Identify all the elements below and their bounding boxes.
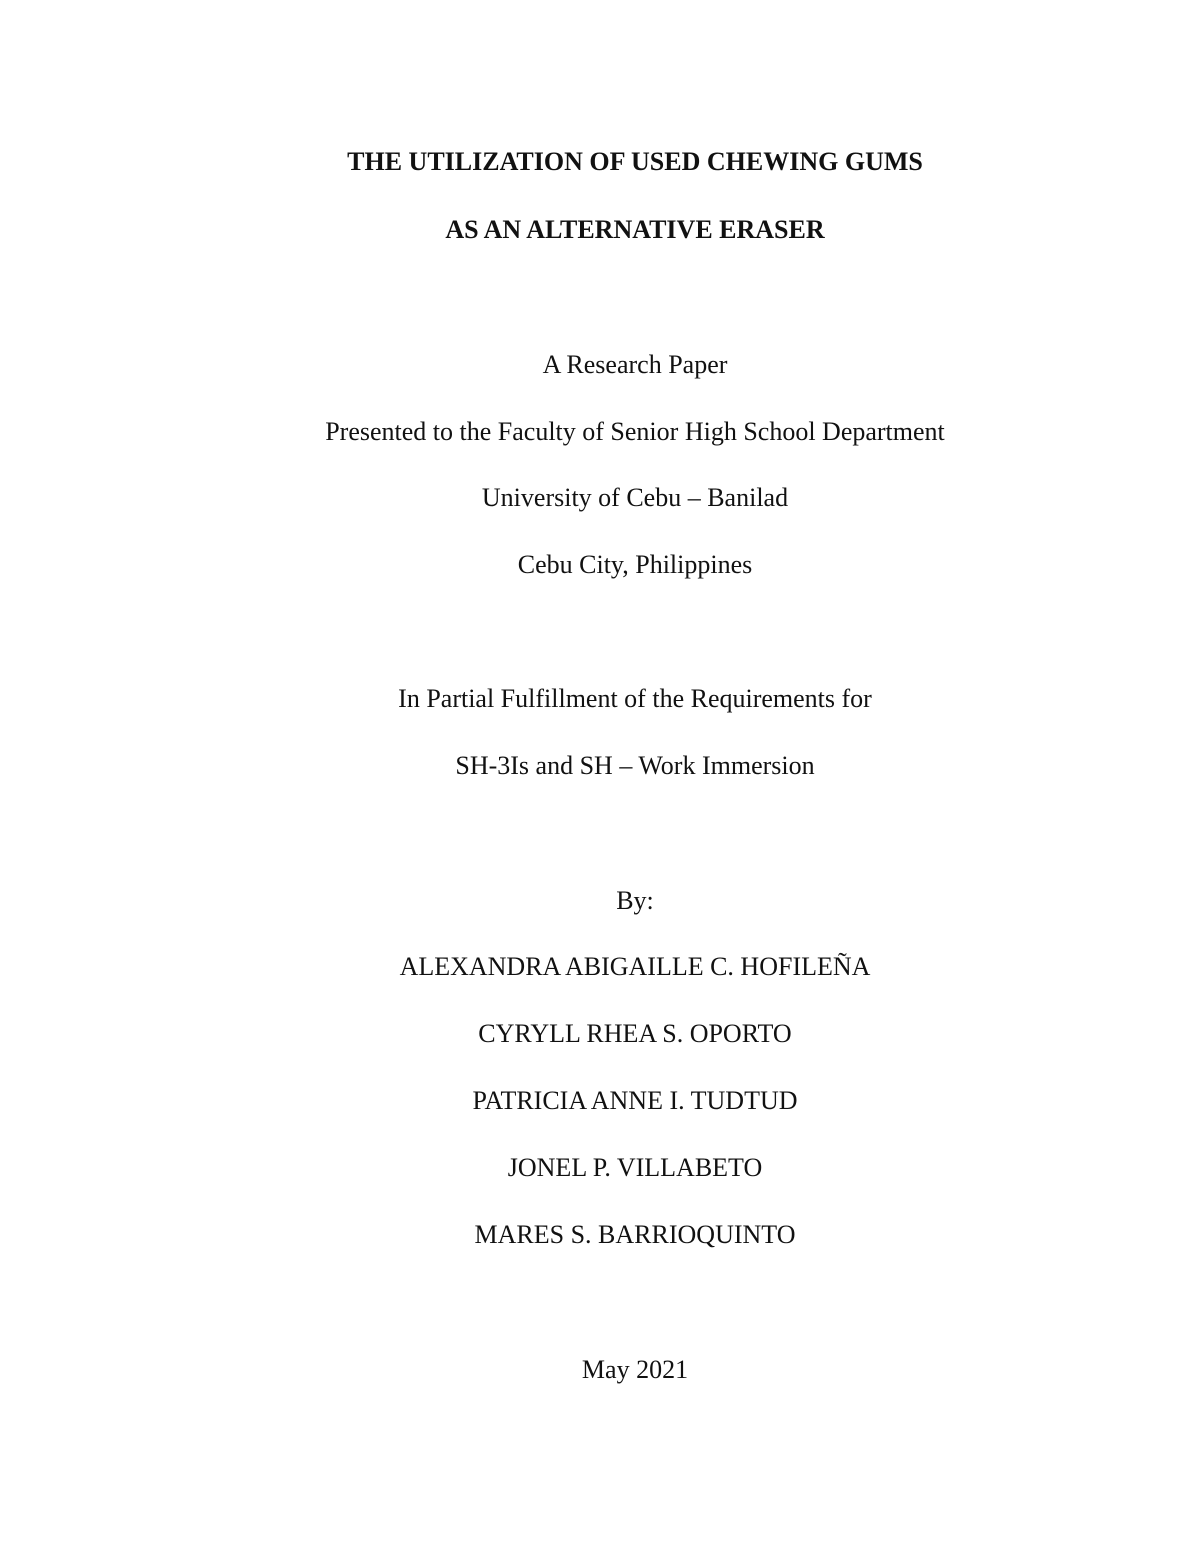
author-name: ALEXANDRA ABIGAILLE C. HOFILEÑA <box>399 952 871 981</box>
location: Cebu City, Philippines <box>517 550 753 579</box>
paper-title-line-1: THE UTILIZATION OF USED CHEWING GUMS <box>347 147 923 176</box>
fulfillment-line-1: In Partial Fulfillment of the Requirements for <box>398 684 872 713</box>
author-name: JONEL P. VILLABETO <box>507 1153 763 1182</box>
fulfillment-line-2: SH-3Is and SH – Work Immersion <box>455 751 815 780</box>
author-name: PATRICIA ANNE I. TUDTUD <box>472 1086 798 1115</box>
institution: University of Cebu – Banilad <box>481 483 789 512</box>
presented-to: Presented to the Faculty of Senior High School Department <box>325 417 945 446</box>
document-type: A Research Paper <box>542 350 728 379</box>
author-name: MARES S. BARRIOQUINTO <box>474 1220 796 1249</box>
date: May 2021 <box>581 1355 689 1384</box>
author-name: CYRYLL RHEA S. OPORTO <box>478 1019 792 1048</box>
by-label: By: <box>616 886 654 915</box>
paper-title-line-2: AS AN ALTERNATIVE ERASER <box>445 215 825 244</box>
